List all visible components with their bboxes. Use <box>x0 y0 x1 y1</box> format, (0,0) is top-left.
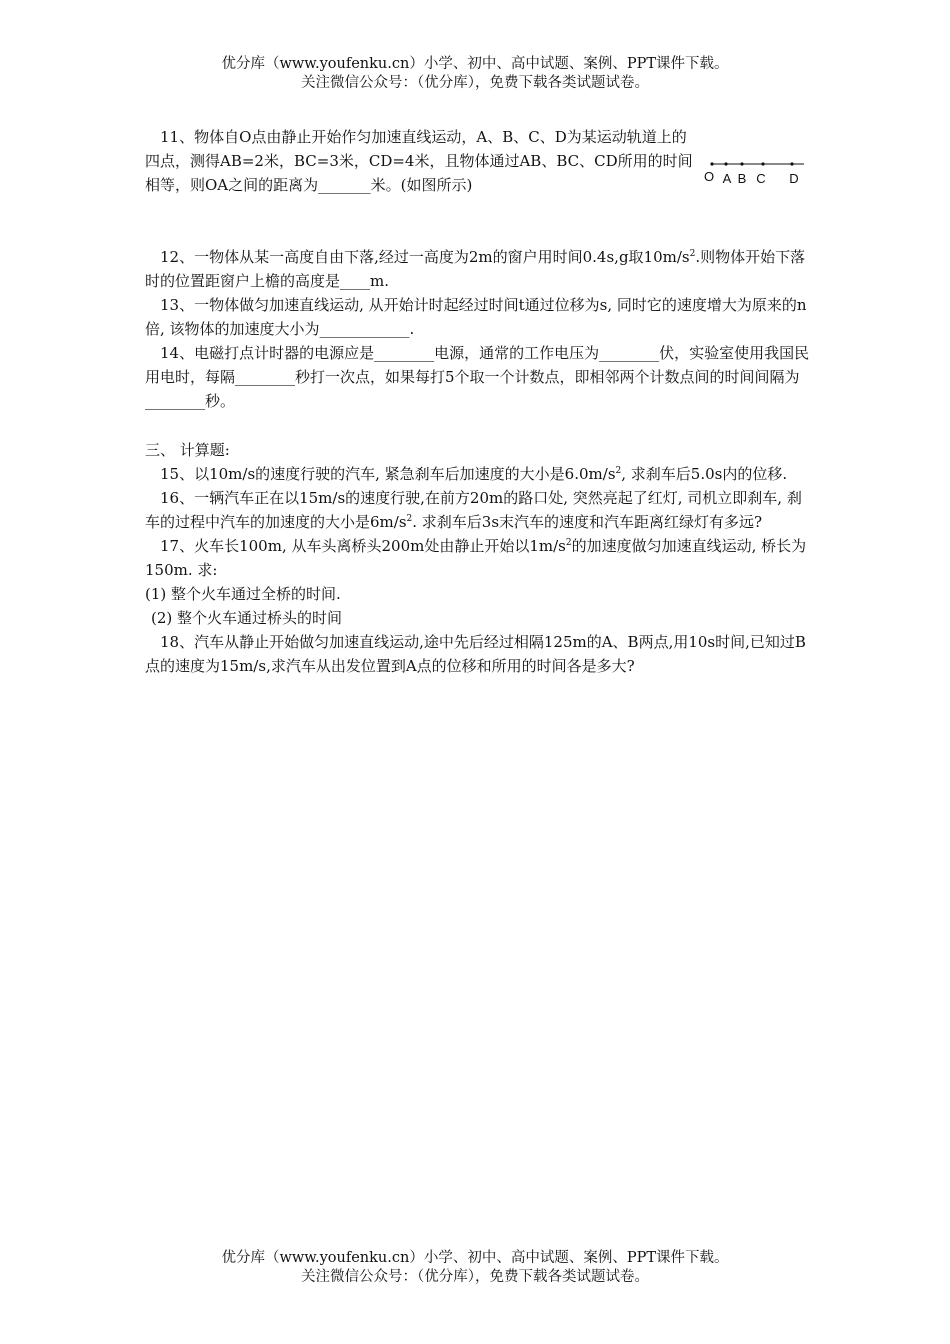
point-label-o: O <box>703 169 715 184</box>
point-c-dot <box>761 162 764 165</box>
point-label-a: A <box>722 171 732 186</box>
point-b-dot <box>740 162 743 165</box>
point-label-b: B <box>737 171 747 186</box>
section-3-heading: 三、 计算题: <box>145 441 230 459</box>
question-16-sup: 2 <box>406 514 413 524</box>
question-12-text-a: 12、一物体从某一高度自由下落,经过一高度为2m的窗户用时间0.4s,g取10m/s <box>160 248 690 266</box>
question-12-sup: 2 <box>689 249 696 259</box>
point-label-c: C <box>756 171 766 186</box>
question-15-text-b: , 求刹车后5.0s内的位移. <box>621 465 788 483</box>
point-label-d: D <box>789 171 799 186</box>
question-16-text-a: 16、一辆汽车正在以15m/s的速度行驶,在前方20m的路口处, 突然亮起了红灯, 司机立即刹车, 刹车的过程中汽车的加速度的大小是6m/s <box>145 489 802 531</box>
question-13: 13、一物体做匀加速直线运动, 从开始计时起经过时间t通过位移为s, 同时它的速度增大为原来的n倍, 该物体的加速度大小为____________. <box>145 296 807 338</box>
point-o-dot <box>710 162 713 165</box>
question-17 <box>145 534 810 582</box>
question-17-part-2: (2) 整个火车通过桥头的时间 <box>151 609 343 627</box>
question-16 <box>145 486 810 534</box>
footer-line-1: 优分库（www.youfenku.cn）小学、初中、高中试题、案例、PPT课件下载。 <box>221 1250 729 1266</box>
question-12 <box>145 245 810 293</box>
question-15-sup: 2 <box>615 466 622 476</box>
question-15-text-a: 15、以10m/s的速度行驶的汽车, 紧急刹车后加速度的大小是6.0m/s <box>160 465 616 483</box>
page-footer <box>0 1249 950 1287</box>
footer-line-2: 关注微信公众号：（优分库），免费下载各类试题试卷。 <box>301 1269 649 1285</box>
page-header <box>0 55 950 93</box>
question-12-text-b: .则物体开始下落时的位置距窗户上檐的高度是____m. <box>145 248 806 290</box>
question-11: 11、物体自O点由静止开始作匀加速直线运动，A、B、C、D为某运动轨道上的四点，测得AB=2米，BC=3米，CD=4米，且物体通过AB、BC、CD所用的时间相等，则OA之间的距离为_______米。(如图所示) <box>145 128 693 194</box>
point-a-dot <box>724 162 727 165</box>
question-17-sup: 2 <box>565 538 572 548</box>
point-d-dot <box>790 162 793 165</box>
question-17-part-1: (1) 整个火车通过全桥的时间. <box>145 585 341 603</box>
track-diagram <box>698 153 810 193</box>
question-content <box>145 125 810 678</box>
question-14: 14、电磁打点计时器的电源应是________电源，通常的工作电压为________伏，实验室使用我国民用电时，每隔________秒打一次点，如果每打5个取一个计数点，即相邻两个计数点间的时间间隔为________秒。 <box>145 344 810 410</box>
header-line-2: 关注微信公众号：（优分库），免费下载各类试题试卷。 <box>301 75 649 91</box>
header-line-1: 优分库（www.youfenku.cn）小学、初中、高中试题、案例、PPT课件下载。 <box>221 56 729 72</box>
question-17-text-a: 17、火车长100m, 从车头离桥头200m处由静止开始以1m/s <box>160 537 566 555</box>
question-18: 18、汽车从静止开始做匀加速直线运动,途中先后经过相隔125m的A、B两点,用10s时间,已知过B点的速度为15m/s,求汽车从出发位置到A点的位移和所用的时间各是多大? <box>145 633 806 675</box>
question-16-text-b: . 求刹车后3s末汽车的速度和汽车距离红绿灯有多远? <box>412 513 763 531</box>
question-15 <box>145 462 810 486</box>
question-17-text-b: 的加速度做匀加速直线运动, 桥长为150m. 求: <box>145 537 807 579</box>
